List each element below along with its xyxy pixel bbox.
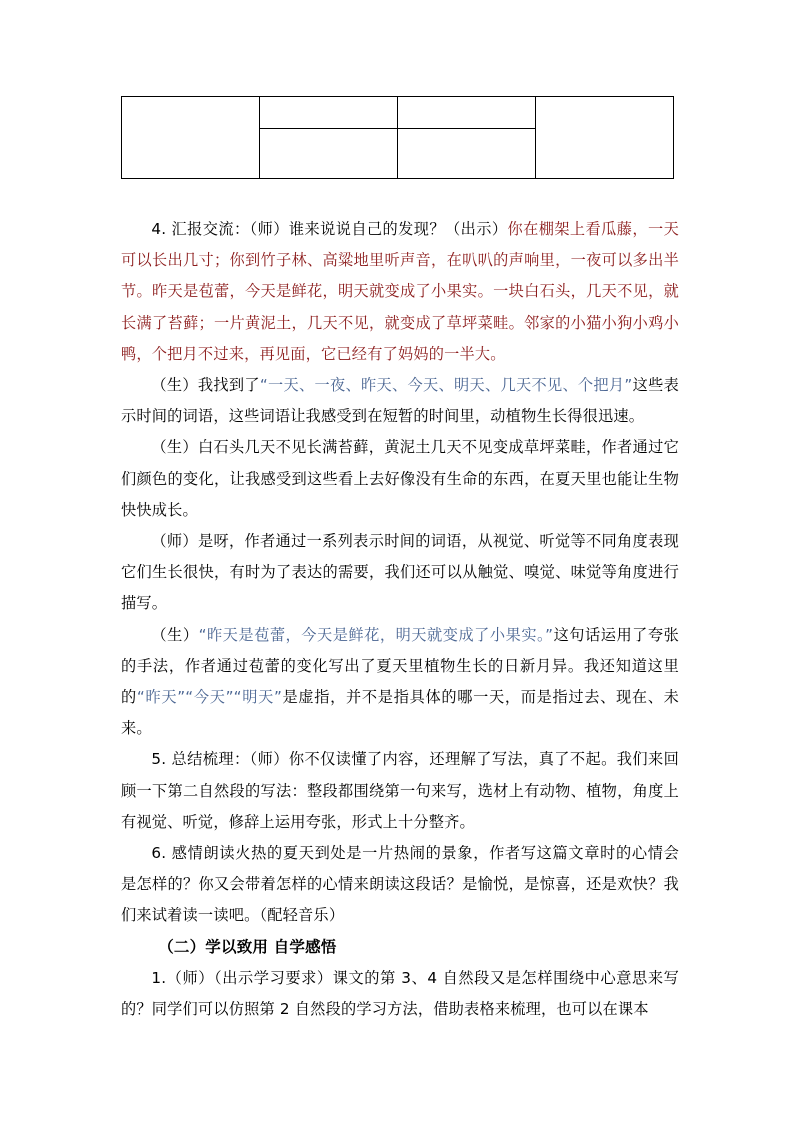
table-cell	[260, 97, 398, 129]
quoted-sentence: “昨天是苞蕾，今天是鲜花，明天就变成了小果实。”	[198, 625, 554, 644]
table-cell	[260, 129, 398, 179]
step-label: 4. 汇报交流：（师）谁来说说自己的发现？（出示）	[151, 220, 508, 238]
quoted-words: “昨天”“今天”“明天”	[136, 688, 283, 707]
paragraph-student-2	[121, 432, 679, 526]
quoted-words: “一天、一夜、昨天、今天、明天、几天不见、个把月”	[259, 376, 633, 395]
paragraph-task: 1.（师）（出示学习要求）课文的第 3、4 自然段又是怎样围绕中心意思来写的？同学们可以仿照第 2 自然段的学习方法，借助表格来梳理，也可以在课本	[121, 968, 679, 1019]
speaker-label: （生）	[151, 438, 198, 457]
paragraph-summary: 5. 总结梳理：（师）你不仅读懂了内容，还理解了写法，真了不起。我们来回顾一下第二自然段的写法：整段都围绕第一句来写，选材上有动物、植物，角度上有视觉、听觉，修辞上运用夸张，形式上十分整齐。	[121, 750, 679, 831]
section-heading: （二）学以致用 自学感悟	[158, 937, 337, 956]
paragraph-teacher: （师）是呀，作者通过一系列表示时间的词语，从视觉、听觉等不同角度表现它们生长很快，有时为了表达的需要，我们还可以从触觉、嗅觉、味觉等角度进行描写。	[121, 532, 679, 613]
summary-table	[121, 96, 674, 179]
paragraph-student-1	[121, 370, 679, 432]
table-cell	[536, 97, 674, 179]
answer-text: 白石头几天不见长满苔藓，黄泥土几天不见变成草坪菜畦，作者通过它们颜色的变化，让我感受到这些看上去好像没有生命的东西，在夏天里也能让生物快快成长。	[121, 438, 680, 519]
answer-text: 是虚指，并不是指具体的哪一天，而是指过去、现在、未来。	[121, 688, 680, 738]
speaker-label: （生）我找到了	[151, 376, 260, 395]
table-cell	[398, 129, 536, 179]
paragraph-student-3	[121, 620, 679, 745]
lesson-text	[121, 214, 679, 1025]
answer-text: 这些表示时间的词语，这些词语让我感受到在短暂的时间里，动植物生长得很迅速。	[121, 376, 679, 426]
answer-text: 这句话运用了夸张的手法，作者通过苞蕾的变化写出了夏天里植物生长的日新月异。我还知道这里的	[121, 625, 680, 707]
table-cell	[398, 97, 536, 129]
text-excerpt: 你在棚架上看瓜藤，一天可以长出几寸；你到竹子林、高粱地里听声音，在叭叭的声响里，一夜可以多出半节。昨天是苞蕾，今天是鲜花，明天就变成了小果实。一块白石头，几天不见，就长满了苔藓；一片黄泥土，几天不见，就变成了草坪菜畦。邻家的小猫小狗小鸡小鸭，个把月不过来，再见面，它已经有了妈妈的一半大。	[121, 220, 680, 363]
paragraph-report	[121, 214, 679, 370]
table-cell	[122, 97, 260, 179]
paragraph-reading: 6. 感情朗读火热的夏天到处是一片热闹的景象，作者写这篇文章时的心情会是怎样的？你又会带着怎样的心情来朗读这段话？是愉悦，是惊喜，还是欢快？我们来试着读一读吧。（配轻音乐）	[121, 844, 679, 925]
speaker-label: （生）	[151, 625, 199, 644]
